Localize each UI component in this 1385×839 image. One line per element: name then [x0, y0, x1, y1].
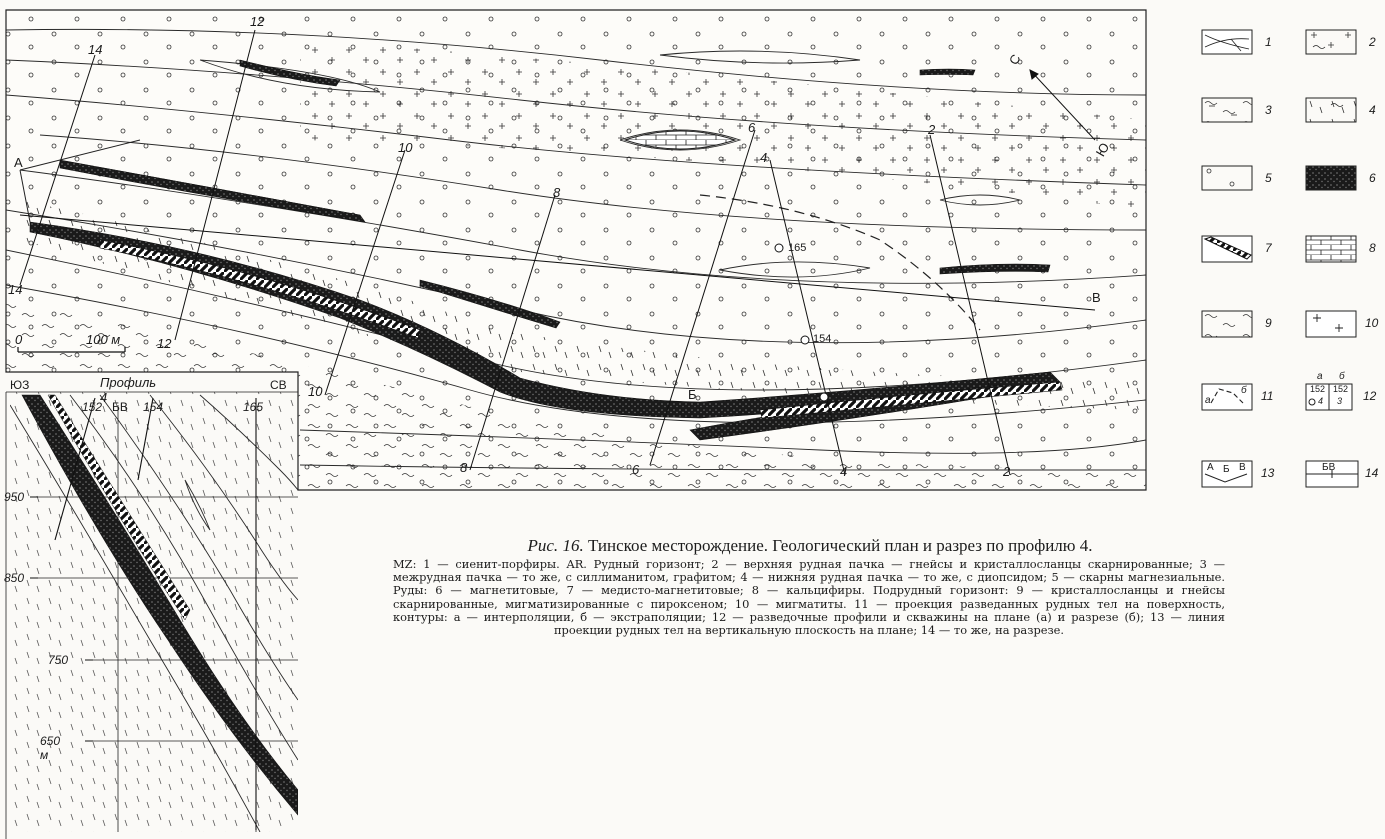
legend-swatch-syenite — [1201, 29, 1253, 55]
legend-item-1: 1 — [1201, 29, 1253, 58]
profile-label-2: 2 — [1003, 464, 1011, 479]
profile-title: Профиль 4 — [100, 375, 157, 405]
profile-label-4: 4 — [840, 464, 848, 479]
profile-label-8: 8 — [460, 460, 468, 475]
legend-item-14: БВ 14 — [1305, 460, 1359, 491]
scale-length: 100 м — [86, 332, 121, 347]
profile-label-12-top: 12 — [250, 14, 265, 29]
south-label: Ю — [1092, 140, 1113, 159]
caption-title-text: Тинское месторождение. Геологический план и разрез по профилю 4. — [587, 536, 1093, 555]
elevation-850: 850 — [4, 571, 25, 585]
legend-swatch-cu-magnetite — [1201, 235, 1253, 263]
legend-item-2: 2 — [1305, 29, 1357, 58]
profile-sw-label: ЮЗ — [10, 378, 30, 392]
section-label-b: Б — [688, 387, 697, 402]
profile-label-14-top: 14 — [88, 42, 103, 57]
legend-swatch-interore — [1201, 97, 1253, 123]
legend-item-9: 9 — [1201, 310, 1253, 341]
legend-item-11: а б 11 — [1201, 383, 1253, 414]
legend: 1 2 3 4 5 6 7 8 9 10 а б 11 а б 152 4 152 3 12 А Б В 13 БВ 14 — [1195, 25, 1385, 505]
legend-item-7: 7 — [1201, 235, 1253, 266]
profile-top-label-bv: БВ — [112, 400, 128, 414]
legend-item-8: 8 — [1305, 235, 1357, 266]
legend-item-10: 10 — [1305, 310, 1357, 341]
legend-item-6: 6 — [1305, 165, 1357, 194]
legend-item-5: 5 — [1201, 165, 1253, 194]
legend-swatch-crystal-schist — [1201, 310, 1253, 338]
caption-prefix: Рис. — [527, 536, 559, 555]
profile-top-label-165: 165 — [243, 400, 264, 414]
elevation-750: 750 — [48, 653, 69, 667]
profile-label-10-top: 10 — [398, 140, 413, 155]
profile-label-6-top: 6 — [748, 120, 756, 135]
legend-swatch-migmatite — [1305, 310, 1357, 338]
section-label-v: В — [1092, 290, 1101, 305]
legend-item-3: 3 — [1201, 97, 1253, 126]
profile-ne-label: СВ — [270, 378, 287, 392]
caption-number: 16. — [562, 536, 584, 555]
profile-label-6: 6 — [632, 462, 640, 477]
profile-label-14: 14 — [8, 282, 23, 297]
figure-caption-title — [395, 536, 1225, 556]
section-label-a: А — [14, 155, 23, 170]
legend-swatch-upper-ore — [1305, 29, 1357, 55]
profile-label-12: 12 — [157, 336, 172, 351]
legend-swatch-lower-ore — [1305, 97, 1357, 123]
elevation-650: 650 м — [40, 734, 61, 762]
elevation-950: 950 — [4, 490, 25, 504]
profile-label-8-top: 8 — [553, 185, 561, 200]
legend-swatch-skarn — [1201, 165, 1253, 191]
profile-label-4-top: 4 — [760, 150, 768, 165]
well-label-152: 152 — [832, 390, 851, 402]
profile-top-label-154: 154 — [143, 400, 164, 414]
legend-item-4: 4 — [1305, 97, 1357, 126]
profile-top-label-152: 152 — [82, 400, 103, 414]
figure-caption-legend-text: MZ: 1 — сиенит-порфиры. AR. Рудный горизонт; 2 — верхняя рудная пачка — гнейсы и кристаллосланцы скарнированные; 3 — межрудная пачка — то же, с силлиманитом, графитом; 4 — нижняя рудная пачка — то же, с диопсидом; 5 — скарны магнезиальные. Руды: 6 — магнетитовые, 7 — медисто-магнетитовые; 8 — кальцифиры. Подрудный горизонт: 9 — кристаллосланцы и гнейсы скарнированные, мигматизированные с пироксеном; 10 — мигматиты. 11 — проекция разведанных рудных тел на поверхность, контуры: а — интерполяции, б — экстраполяции; 12 — разведочные профили и скважины на плане (а) и разрезе (б); 13 — линия проекции рудных тел на вертикальную плоскость на плане; 14 — то же, на разрезе. — [393, 557, 1225, 638]
profile-label-2-top: 2 — [928, 122, 936, 137]
profile-label-10: 10 — [308, 384, 323, 399]
legend-swatch-calciphyre — [1305, 235, 1357, 263]
legend-swatch-magnetite — [1305, 165, 1357, 191]
well-label-154: 154 — [813, 333, 832, 345]
north-label: С — [1005, 51, 1024, 68]
well-label-165: 165 — [788, 242, 807, 254]
scale-zero: 0 — [15, 332, 23, 347]
legend-item-13: А Б В 13 — [1201, 460, 1253, 491]
